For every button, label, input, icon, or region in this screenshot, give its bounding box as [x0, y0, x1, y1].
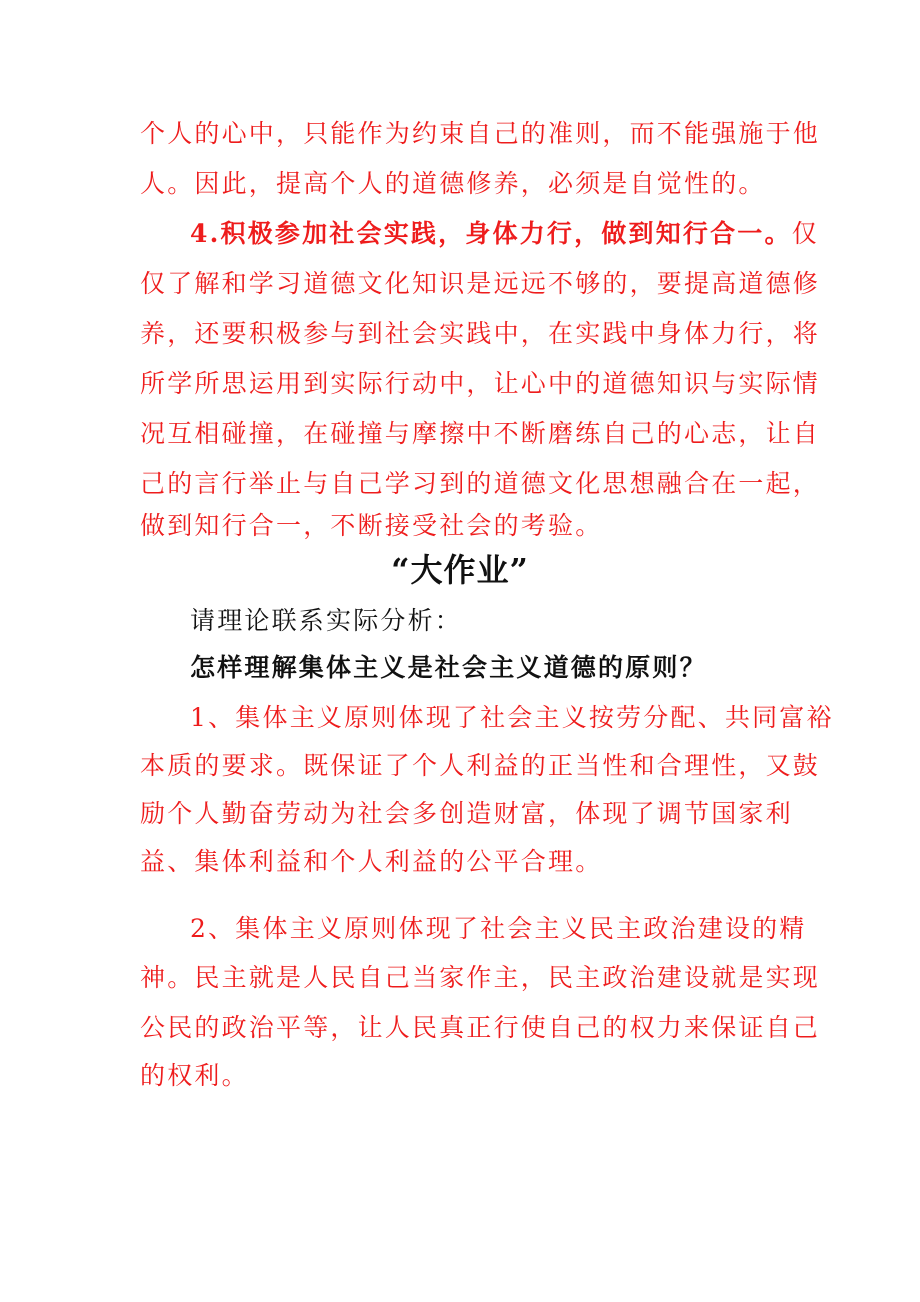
- intro-line-1: 个人的心中，只能作为约束自己的准则，而不能强施于他: [140, 119, 821, 148]
- answer2-line-1: 2、集体主义原则体现了社会主义民主政治建设的精: [190, 914, 807, 943]
- point4-line-3: 所学所思运用到实际行动中，让心中的道德知识与实际情: [140, 369, 821, 398]
- answer2-line-4: 的权利。: [140, 1061, 249, 1090]
- point4-line-6: 做到知行合一，不断接受社会的考验。: [140, 511, 603, 540]
- point4-first-line: [190, 218, 819, 250]
- answer2-line-3: 公民的政治平等，让人民真正行使自己的权力来保证自己: [140, 1013, 821, 1042]
- point4-line-1: 仅了解和学习道德文化知识是远远不够的，要提高道德修: [140, 269, 821, 298]
- intro-line-2: 人。因此，提高个人的道德修养，必须是自觉性的。: [140, 169, 766, 198]
- answer1-line-4: 益、集体利益和个人利益的公平合理。: [140, 847, 603, 876]
- answer1-line-2: 本质的要求。既保证了个人利益的正当性和合理性，又鼓: [140, 751, 821, 780]
- point4-heading-tail: 仅: [791, 219, 819, 248]
- point4-line-5: 己的言行举止与自己学习到的道德文化思想融合在一起，: [140, 469, 821, 498]
- answer1-line-3: 励个人勤奋劳动为社会多创造财富，体现了调节国家利: [140, 799, 793, 828]
- assignment-title: “大作业”: [391, 551, 529, 589]
- answer1-line-1: 1、集体主义原则体现了社会主义按劳分配、共同富裕: [190, 703, 834, 732]
- assignment-prompt: 请理论联系实际分析：: [190, 606, 463, 635]
- assignment-question: 怎样理解集体主义是社会主义道德的原则？: [190, 653, 707, 682]
- point4-line-4: 况互相碰撞，在碰撞与摩擦中不断磨练自己的心志，让自: [140, 419, 821, 448]
- point4-heading: 4.积极参加社会实践，身体力行，做到知行合一。: [190, 219, 792, 248]
- point4-line-2: 养，还要积极参与到社会实践中，在实践中身体力行，将: [140, 319, 821, 348]
- answer2-line-2: 神。民主就是人民自己当家作主，民主政治建设就是实现: [140, 963, 821, 992]
